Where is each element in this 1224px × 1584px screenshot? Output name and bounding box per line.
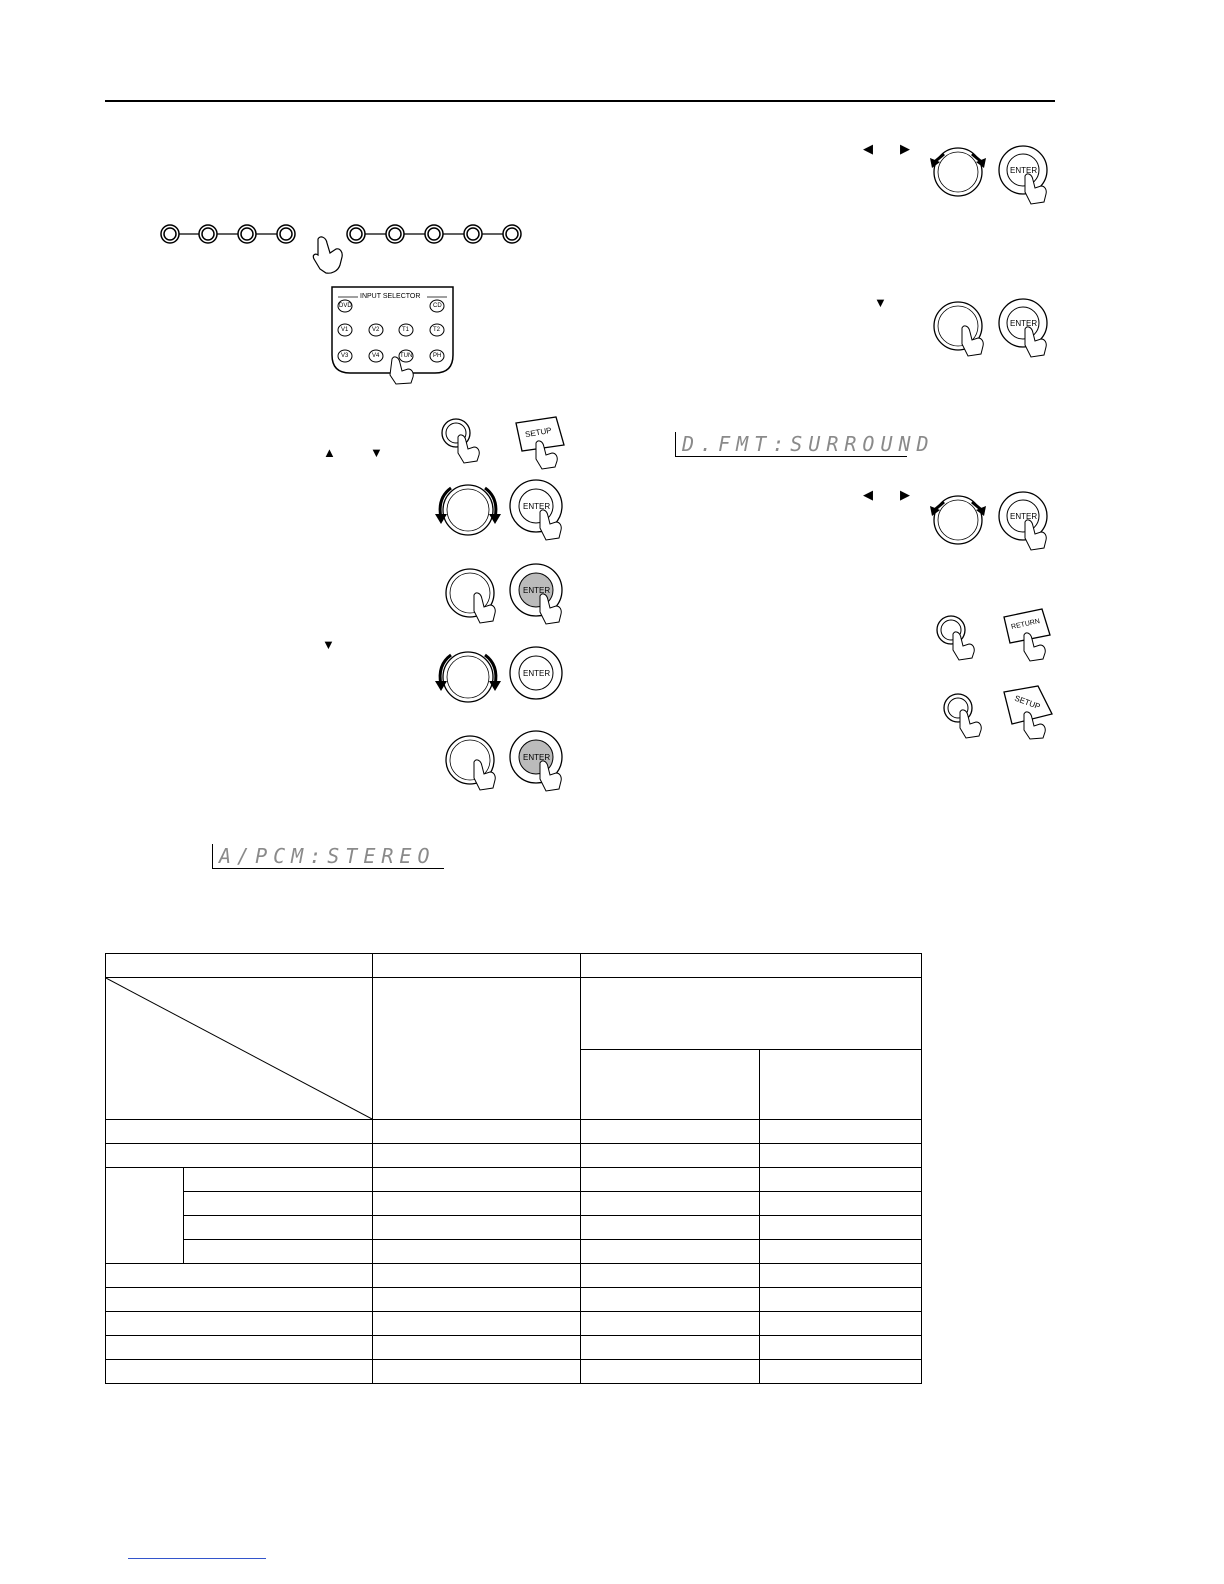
enter-button[interactable]	[995, 486, 1057, 554]
enter-label: ENTER	[523, 669, 551, 678]
enter-label: ENTER	[523, 753, 551, 762]
table-row	[106, 1192, 922, 1216]
down-arrow-glyph: ▼	[322, 637, 335, 652]
power-button-press-icon	[933, 612, 983, 662]
remote-button-v3[interactable]: V3	[341, 353, 349, 359]
table-row	[106, 1288, 922, 1312]
remote-button-t1[interactable]: T1	[402, 327, 410, 333]
up-arrow-glyph: ▲	[323, 445, 336, 460]
jog-dial-rotate-icon	[928, 488, 990, 550]
enter-button[interactable]	[508, 643, 576, 711]
digital-format-display: D.FMT:SURROUND	[675, 432, 907, 457]
jog-dial-press-icon	[440, 732, 505, 792]
table-row	[106, 1240, 922, 1264]
remote-input-selector	[330, 285, 455, 385]
enter-label: ENTER	[523, 502, 551, 511]
enter-button[interactable]	[995, 140, 1057, 208]
table-row	[106, 1360, 922, 1384]
table-row	[106, 1312, 922, 1336]
remote-button-ph[interactable]: PH	[433, 353, 442, 359]
left-arrow-glyph: ◀	[863, 141, 873, 156]
table-row	[106, 1264, 922, 1288]
table-row	[106, 1216, 922, 1240]
remote-button-dvd[interactable]: DVD	[339, 303, 352, 309]
setup-label: SETUP	[1013, 693, 1042, 712]
power-button-press-icon	[438, 415, 488, 465]
enter-button[interactable]	[508, 727, 576, 795]
remote-button-v4[interactable]: V4	[372, 353, 380, 359]
input-selector-label: INPUT SELECTOR	[360, 293, 421, 300]
down-arrow-glyph: ▼	[874, 295, 887, 310]
analog-pcm-display: A/PCM:STEREO	[212, 844, 444, 869]
setup-label: SETUP	[524, 425, 553, 440]
remote-button-tun[interactable]: TUN	[400, 353, 413, 359]
table-row	[106, 954, 922, 978]
enter-label: ENTER	[523, 586, 551, 595]
enter-button[interactable]	[508, 560, 576, 628]
table-row	[106, 1144, 922, 1168]
jog-dial-press-icon	[928, 296, 990, 358]
setup-button[interactable]	[512, 415, 572, 470]
remote-button-t2[interactable]: T2	[433, 327, 441, 333]
diagonal-header-cell	[106, 978, 373, 1120]
footer-link-underline	[128, 1558, 266, 1559]
return-button[interactable]	[1000, 607, 1058, 662]
down-arrow-glyph: ▼	[370, 445, 383, 460]
power-button-press-icon	[940, 690, 990, 740]
return-label: RETURN	[1010, 618, 1041, 631]
setup-button[interactable]	[1000, 684, 1060, 740]
remote-button-v2[interactable]: V2	[372, 327, 380, 333]
top-rule	[105, 100, 1055, 102]
jog-dial-rotate-icon	[433, 478, 503, 543]
table-row	[106, 978, 922, 1050]
jog-dial-press-icon	[440, 565, 505, 625]
enter-label: ENTER	[1010, 166, 1038, 175]
enter-button[interactable]	[995, 293, 1057, 361]
table-row	[106, 1336, 922, 1360]
jog-dial-rotate-icon	[433, 645, 503, 710]
left-arrow-glyph: ◀	[863, 487, 873, 502]
enter-button[interactable]	[508, 478, 576, 546]
jog-dial-rotate-icon	[928, 140, 990, 202]
table-row	[106, 1120, 922, 1144]
table-row	[106, 1168, 922, 1192]
right-arrow-glyph: ▶	[900, 141, 910, 156]
front-panel-input-buttons	[150, 215, 530, 275]
right-arrow-glyph: ▶	[900, 487, 910, 502]
enter-label: ENTER	[1010, 512, 1038, 521]
remote-button-cd[interactable]: CD	[433, 303, 442, 309]
settings-table	[105, 953, 922, 1384]
remote-button-v1[interactable]: V1	[341, 327, 349, 333]
enter-label: ENTER	[1010, 319, 1038, 328]
